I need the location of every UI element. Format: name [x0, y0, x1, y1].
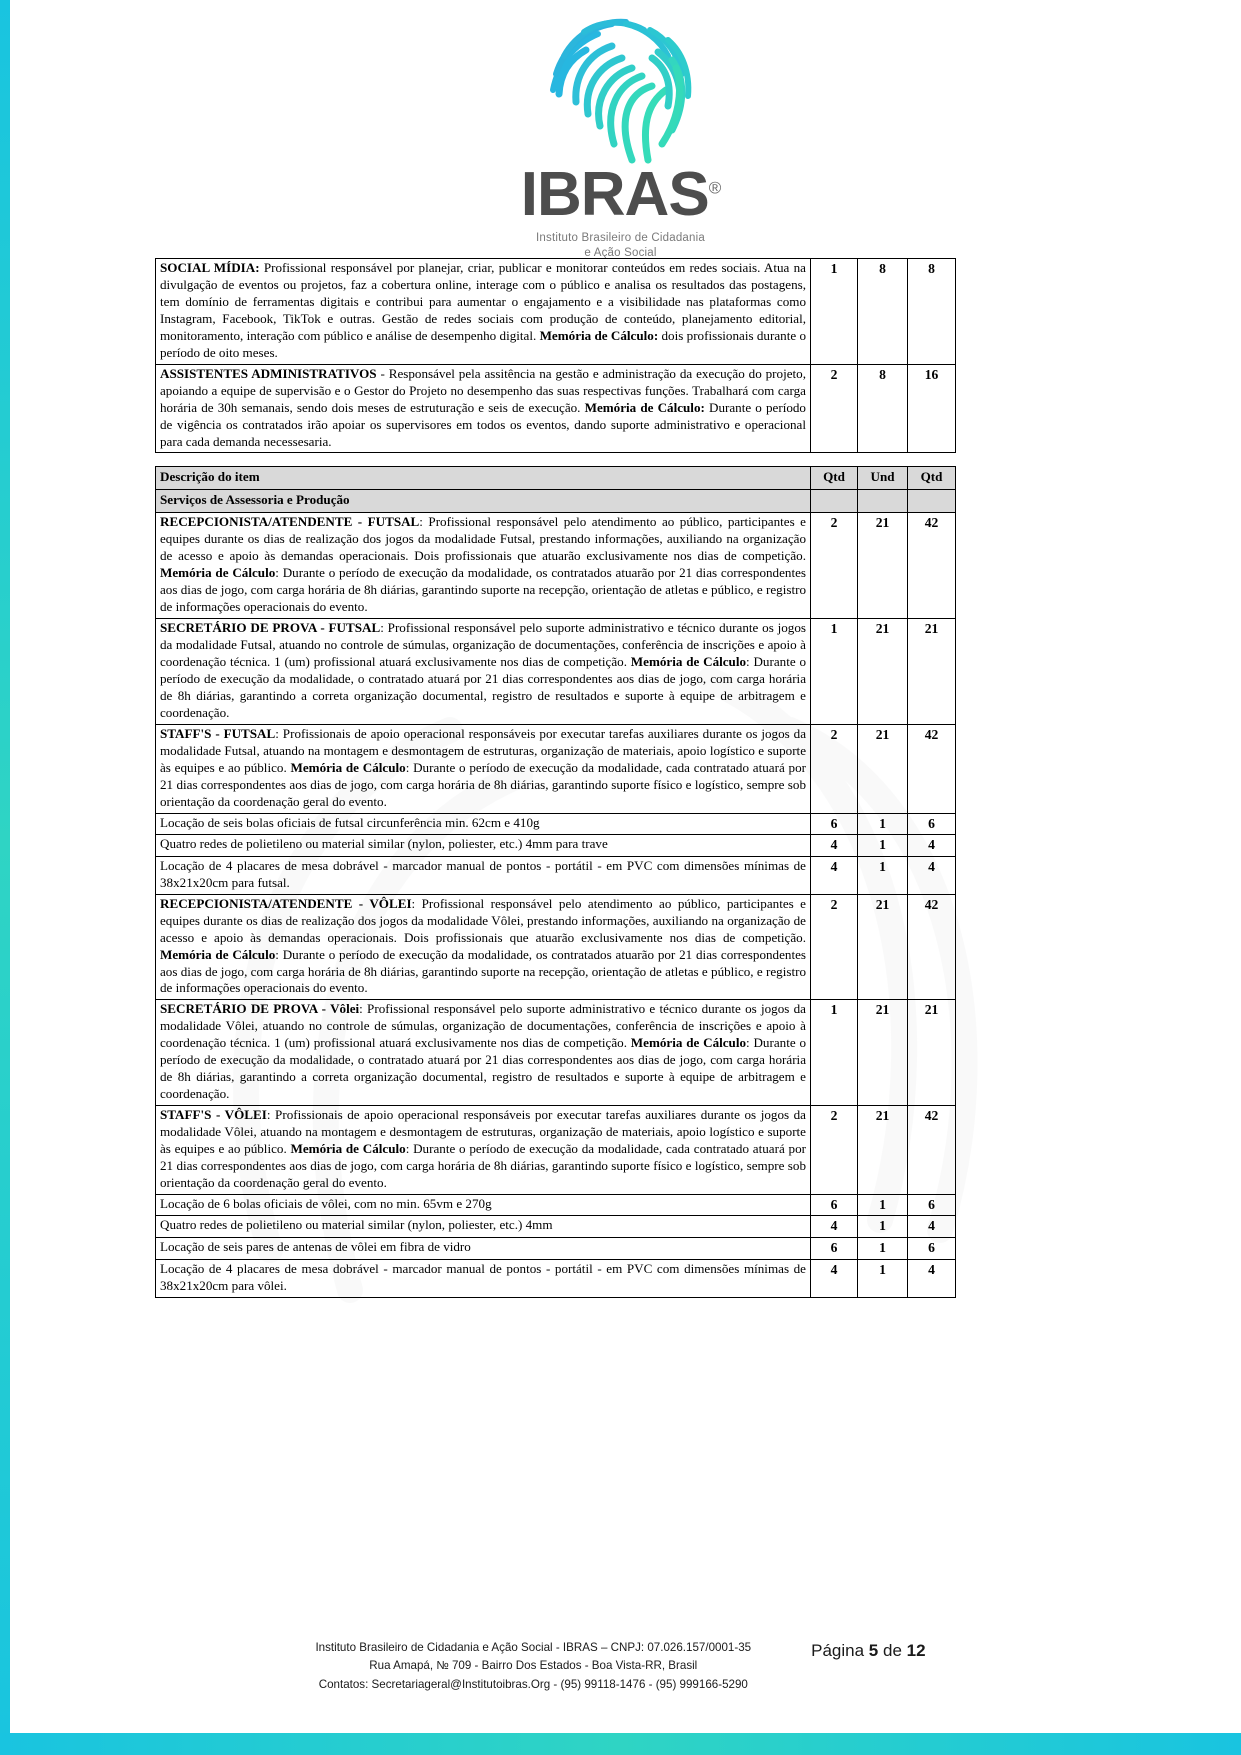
table-section-row: [156, 490, 956, 513]
table-personnel-continuation: [155, 258, 956, 453]
row-memoria-text: : Durante o período de execução da modalidade, cada contratado atuará por 21 dias correspondentes aos dias de jogo, com carga horária de 8h diárias, garantindo suporte físico e logístico, sempre sob orientação da coordenação geral do evento.: [160, 759, 806, 809]
row-body-text: : Profissional responsável pelo atendimento ao público, participantes e equipes durante os dias de realização dos jogos da modalidade Futsal, prestando informações, auxiliando na organização de acesso e apoio às demandas operacionais. Dois profissionais que atuarão exclusivamente nos dias de competição.: [160, 514, 806, 564]
row-und: 21: [858, 619, 908, 725]
table-row: [156, 1259, 956, 1297]
row-und: 1: [858, 1194, 908, 1216]
row-und: 1: [858, 856, 908, 894]
table-row: [156, 513, 956, 619]
row-qtd: 4: [811, 1259, 858, 1297]
row-memoria-text: : Durante o período de execução da modalidade, o contratado atuará por 21 dias correspondentes aos dias de jogo, com carga horária de 8h diárias, garantindo a correta organização documental, registro de resultados e suporte à equipe de arbitragem e coordenação.: [160, 654, 806, 720]
row-body-text: : Profissional responsável pelo suporte administrativo e técnico durante os jogos da modalidade Futsal, atuando no controle de súmulas, organização de documentações, conferência de inscrições e apoio à coordenação técnica. 1 (um) profissional atuará exclusivamente nos dias de competição.: [160, 620, 806, 670]
ibras-tagline-line1: Instituto Brasileiro de Cidadania: [536, 231, 705, 244]
footer-line-address: Rua Amapá, № 709 - Bairro Dos Estados - Boa Vista-RR, Brasil: [369, 1659, 698, 1673]
footer-line-contacts: Contatos: Secretariageral@Institutoibras.Org - (95) 99118-1476 - (95) 999166-5290: [318, 1678, 748, 1692]
row-und: 1: [858, 835, 908, 857]
page-total-number: 12: [906, 1640, 926, 1660]
page-current-number: 5: [868, 1640, 879, 1660]
row-memoria-text: : Durante o período de execução da modalidade, os contratados atuarão por 21 dias correspondentes aos dias de jogo, com carga horária de 8h diárias, garantindo suporte na recepção, orientação de atletas e público, e registro de informações operacionais do evento.: [160, 946, 806, 996]
row-description: [156, 724, 811, 813]
row-memoria-text: Durante o período de vigência os contratados irão apoiar os supervisores em todos os eventos, dando suporte administrativo e operacional para cada demanda necessesaria.: [160, 399, 806, 449]
column-header-descricao: Descrição do item: [156, 467, 811, 490]
row-qtd: 4: [811, 835, 858, 857]
ibras-fingerprint-logo-icon: [526, 10, 716, 170]
row-qtd: 4: [811, 1216, 858, 1238]
row-description: Locação de seis bolas oficiais de futsal circunferência min. 62cm e 410g: [156, 813, 811, 835]
row-qtd: 1: [811, 259, 858, 365]
ibras-tagline-line2: e Ação Social: [584, 247, 657, 260]
row-memoria-label: Memória de Cálculo: [160, 565, 276, 581]
document-footer: [0, 1639, 1241, 1695]
row-description: [156, 619, 811, 725]
row-description: [156, 894, 811, 1000]
registered-trademark-icon: ®: [708, 178, 721, 198]
table-row: [156, 724, 956, 813]
row-body-text: - Responsável pela assitência na gestão e administração da execução do projeto, apoiando a equipe de supervisão e o Gestor do Projeto no desempenho das suas respectivas funções. Trabalhará com carga horária de 30h semanais, sendo dois meses de estruturação e seis de execução.: [160, 365, 806, 415]
column-header-und: Und: [858, 467, 908, 490]
row-description: Quatro redes de polietileno ou material similar (nylon, poliester, etc.) 4mm: [156, 1216, 811, 1238]
row-total: 4: [908, 856, 956, 894]
row-body-text: : Profissionais de apoio operacional responsáveis por executar tarefas auxiliares durante os jogos da modalidade Vôlei, atuando na montagem e desmontagem de estruturas, organização de materiais, apoio logístico e suporte às equipes e ao público.: [160, 1107, 806, 1157]
row-memoria-label: Memória de Cálculo: [630, 1035, 747, 1051]
row-body-text: : Profissional responsável pelo atendimento ao público, participantes e equipes durante os dias de realização dos jogos da modalidade Vôlei, prestando informações, auxiliando na organização de acesso e apoio às demandas operacionais. Dois profissionais que atuarão exclusivamente nos dias de competição.: [160, 895, 806, 945]
row-description: [156, 513, 811, 619]
table-row: [156, 856, 956, 894]
table-row: [156, 1216, 956, 1238]
row-memoria-text: dois profissionais durante o período de oito meses.: [160, 327, 807, 360]
row-memoria-label: Memória de Cálculo: [290, 759, 406, 775]
row-total: 6: [908, 813, 956, 835]
row-description: Locação de 6 bolas oficiais de vôlei, com no min. 65vm e 270g: [156, 1194, 811, 1216]
row-description: Locação de seis pares de antenas de vôlei em fibra de vidro: [156, 1238, 811, 1260]
footer-line-institution: Instituto Brasileiro de Cidadania e Ação Social - IBRAS – CNPJ: 07.026.157/0001-35: [315, 1640, 752, 1654]
row-und: 21: [858, 513, 908, 619]
table-servicos-assessoria-producao: [155, 466, 956, 1297]
row-qtd: 2: [811, 894, 858, 1000]
row-und: 1: [858, 1238, 908, 1260]
column-header-qtd-total: Qtd: [908, 467, 956, 490]
ibras-wordmark-text: IBRAS: [520, 160, 709, 229]
row-body-text: : Profissionais de apoio operacional responsáveis por executar tarefas auxiliares durante os jogos da modalidade Futsal, atuando na montagem e desmontagem de estruturas, organização de materiais, apoio logístico e suporte às equipes e ao público.: [160, 725, 807, 775]
row-total: 8: [908, 259, 956, 365]
row-qtd: 2: [811, 724, 858, 813]
table-row: [156, 364, 956, 453]
row-total: 16: [908, 364, 956, 453]
row-total: 42: [908, 513, 956, 619]
row-qtd: 1: [811, 1000, 858, 1106]
row-qtd: 6: [811, 1194, 858, 1216]
row-description: Quatro redes de polietileno ou material similar (nylon, poliester, etc.) 4mm para trave: [156, 835, 811, 857]
row-und: 21: [858, 1000, 908, 1106]
row-total: 42: [908, 1106, 956, 1195]
page-label-middle: de: [878, 1640, 907, 1660]
row-qtd: 4: [811, 856, 858, 894]
table-row: [156, 813, 956, 835]
row-memoria-text: : Durante o período de execução da modalidade, os contratados atuarão por 21 dias correspondentes aos dias de jogo, com carga horária de 8h diárias, garantindo suporte na recepção, orientação de atletas e público, e registro de informações operacionais do evento.: [160, 565, 806, 615]
row-description: Locação de 4 placares de mesa dobrável - marcador manual de pontos - portátil - em PVC com dimensões mínimas de 38x21x20cm para futsal.: [156, 856, 811, 894]
table-spacer: [155, 453, 955, 466]
row-body-text: : Profissional responsável pelo suporte administrativo e técnico durante os jogos da modalidade Vôlei, atuando no controle de súmulas, organização de documentações, conferência de inscrições e apoio à coordenação técnica. 1 (um) profissional atuará exclusivamente nos dias de competição.: [160, 1001, 806, 1051]
document-body: [155, 258, 955, 1298]
row-memoria-text: : Durante o período de execução da modalidade, cada contratado atuará por 21 dias correspondentes aos dias de jogo, com carga horária de 8h diárias, garantindo suporte físico e logístico, sempre sob orientação da coordenação geral do evento.: [160, 1141, 806, 1190]
row-memoria-label: Memória de Cálculo: [290, 1141, 406, 1157]
section-title-servicos: Serviços de Assessoria e Produção: [156, 490, 811, 513]
section-total-empty: [908, 490, 956, 513]
row-description: [156, 364, 811, 453]
table-row: [156, 259, 956, 365]
page-accent-bar-bottom: [0, 1733, 1241, 1755]
row-und: 21: [858, 1106, 908, 1195]
row-lead-label: SECRETÁRIO DE PROVA - Vôlei: [160, 1001, 360, 1017]
row-memoria-text: : Durante o período de execução da modalidade, o contratado atuará por 21 dias correspondentes aos dias de jogo, com carga horária de 8h diárias, garantindo a correta organização documental, registro de resultados e suporte à equipe de arbitragem e coordenação.: [160, 1035, 806, 1102]
row-lead-label: STAFF'S - VÔLEI: [160, 1107, 267, 1123]
row-und: 1: [858, 1259, 908, 1297]
page-accent-bar-left: [0, 0, 10, 1755]
row-total: 4: [908, 1216, 956, 1238]
page-number-indicator: [811, 1639, 925, 1661]
row-total: 42: [908, 894, 956, 1000]
row-lead-label: RECEPCIONISTA/ATENDENTE - VÔLEI: [160, 895, 412, 911]
row-und: 1: [858, 1216, 908, 1238]
row-und: 21: [858, 724, 908, 813]
table-row: [156, 619, 956, 725]
row-total: 4: [908, 1259, 956, 1297]
table-row: [156, 835, 956, 857]
row-qtd: 1: [811, 619, 858, 725]
footer-contact-block: [315, 1639, 751, 1695]
section-und-empty: [858, 490, 908, 513]
row-description: Locação de 4 placares de mesa dobrável - marcador manual de pontos - portátil - em PVC com dimensões mínimas de 38x21x20cm para vôlei.: [156, 1259, 811, 1297]
row-und: 8: [858, 259, 908, 365]
row-und: 21: [858, 894, 908, 1000]
ibras-wordmark: [520, 160, 721, 229]
document-header: [0, 10, 1241, 262]
table-row: [156, 1000, 956, 1106]
section-qtd-empty: [811, 490, 858, 513]
row-qtd: 6: [811, 1238, 858, 1260]
table-row: [156, 1194, 956, 1216]
row-und: 8: [858, 364, 908, 453]
row-total: 6: [908, 1238, 956, 1260]
row-lead-label: RECEPCIONISTA/ATENDENTE - FUTSAL: [160, 514, 420, 530]
row-und: 1: [858, 813, 908, 835]
row-memoria-label: Memória de Cálculo:: [584, 399, 705, 415]
row-body-text: Profissional responsável por planejar, criar, publicar e monitorar conteúdos em redes sociais. Atua na divulgação de eventos ou projetos, faz a cobertura online, interage com o público e analisa os resultados das postagens, tem domínio de ferramentas digitais e contribui para aumentar o engajamento e a visibilidade nas plataformas como Instagram, Facebook, TikTok e outras. Gestão de redes sociais com produção de conteúdo, planejamento editorial, monitoramento, interação com público e análise de desempenho digital.: [160, 260, 806, 343]
table-row: [156, 1238, 956, 1260]
row-total: 21: [908, 1000, 956, 1106]
table-row: [156, 894, 956, 1000]
page-label-prefix: Página: [811, 1640, 869, 1660]
row-memoria-label: Memória de Cálculo: [160, 946, 276, 962]
row-description: [156, 259, 811, 365]
column-header-qtd: Qtd: [811, 467, 858, 490]
row-lead-label: ASSISTENTES ADMINISTRATIVOS: [160, 365, 377, 381]
row-memoria-label: Memória de Cálculo: [630, 654, 747, 670]
row-qtd: 6: [811, 813, 858, 835]
row-qtd: 2: [811, 364, 858, 453]
row-lead-label: STAFF'S - FUTSAL: [160, 725, 276, 741]
row-lead-label: SECRETÁRIO DE PROVA - FUTSAL: [160, 620, 381, 636]
row-total: 42: [908, 724, 956, 813]
table-row: [156, 1106, 956, 1195]
row-qtd: 2: [811, 1106, 858, 1195]
row-qtd: 2: [811, 513, 858, 619]
row-memoria-label: Memória de Cálculo:: [539, 327, 659, 343]
table-header-row: [156, 467, 956, 490]
row-total: 4: [908, 835, 956, 857]
row-description: [156, 1106, 811, 1195]
row-description: [156, 1000, 811, 1106]
row-lead-label: SOCIAL MÍDIA:: [160, 260, 260, 275]
row-total: 6: [908, 1194, 956, 1216]
row-total: 21: [908, 619, 956, 725]
